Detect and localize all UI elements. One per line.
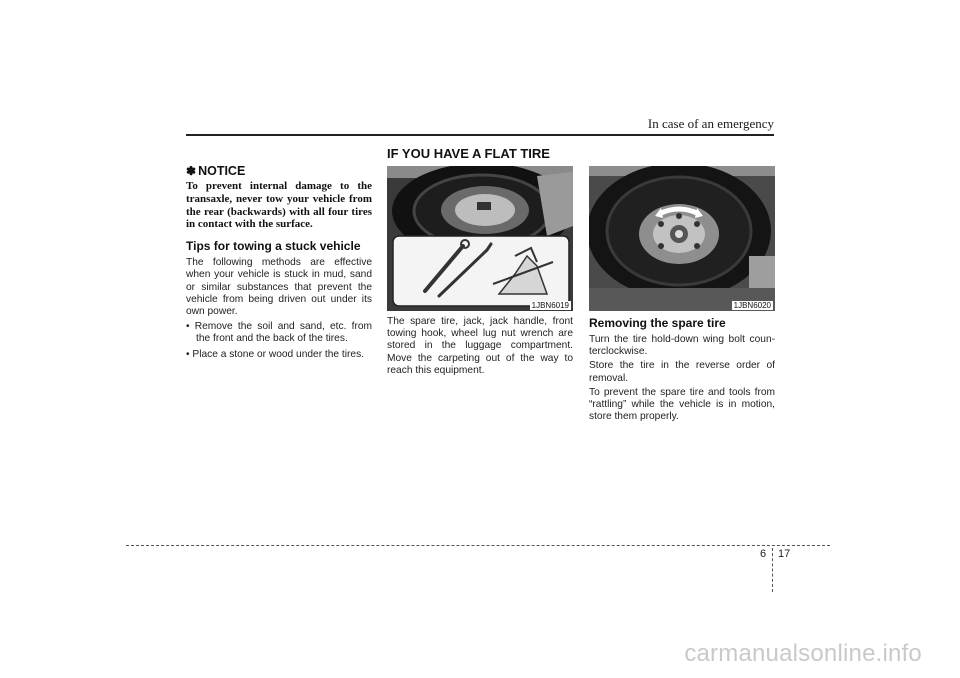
notice-body: To prevent internal damage to the transaxle, never tow your vehicle from the rear (backwards) with all four tires in contact with the surface. (186, 180, 372, 231)
removing-heading: Removing the spare tire (589, 316, 726, 330)
list-item: • Remove the soil and sand, etc. from the front and the back of the tires. (186, 321, 372, 345)
towing-body: The following methods are effective when your vehicle is stuck in mud, sand or similar substances that prevent the vehicle from being driven out under its own power. (186, 257, 372, 317)
header-rule (186, 134, 774, 136)
removing-paragraph: Turn the tire hold-down wing bolt coun-terclockwise. (589, 334, 775, 358)
figure-label: 1JBN6019 (531, 301, 569, 310)
spare-tire-bolt-figure (589, 166, 775, 311)
spare-tire-bolt-illustration (589, 166, 775, 311)
towing-heading: Tips for towing a stuck vehicle (186, 239, 361, 254)
equipment-paragraph: The spare tire, jack, jack handle, front towing hook, wheel lug nut wrench are stored in the luggage compartment. Move the carpeting out of the way to reach this equipment. (387, 316, 573, 376)
spare-tire-tools-illustration (387, 166, 573, 311)
notice-star-icon: ✽ (186, 164, 197, 178)
page-number-divider (772, 548, 773, 592)
notice-title-text: NOTICE (198, 164, 246, 178)
figure-label: 1JBN6020 (733, 301, 771, 310)
removing-spare-tire-section (589, 316, 775, 423)
chapter-number: 6 (760, 548, 767, 560)
footer-rule (126, 545, 830, 546)
left-column (186, 146, 372, 364)
towing-bullet-list (186, 321, 372, 361)
flat-tire-heading: IF YOU HAVE A FLAT TIRE (387, 146, 550, 161)
watermark: carmanualsonline.info (684, 640, 922, 667)
list-item: • Place a stone or wood under the tires. (186, 348, 364, 360)
removing-paragraph: Store the tire in the reverse order of removal. (589, 360, 775, 384)
removing-paragraph: To prevent the spare tire and tools from “rattling” while the vehicle is in motion, store them properly. (589, 386, 775, 423)
notice-title (186, 164, 372, 178)
page-number: 17 (778, 548, 791, 560)
spare-tire-tools-figure (387, 166, 573, 311)
section-title: In case of an emergency (647, 116, 774, 131)
